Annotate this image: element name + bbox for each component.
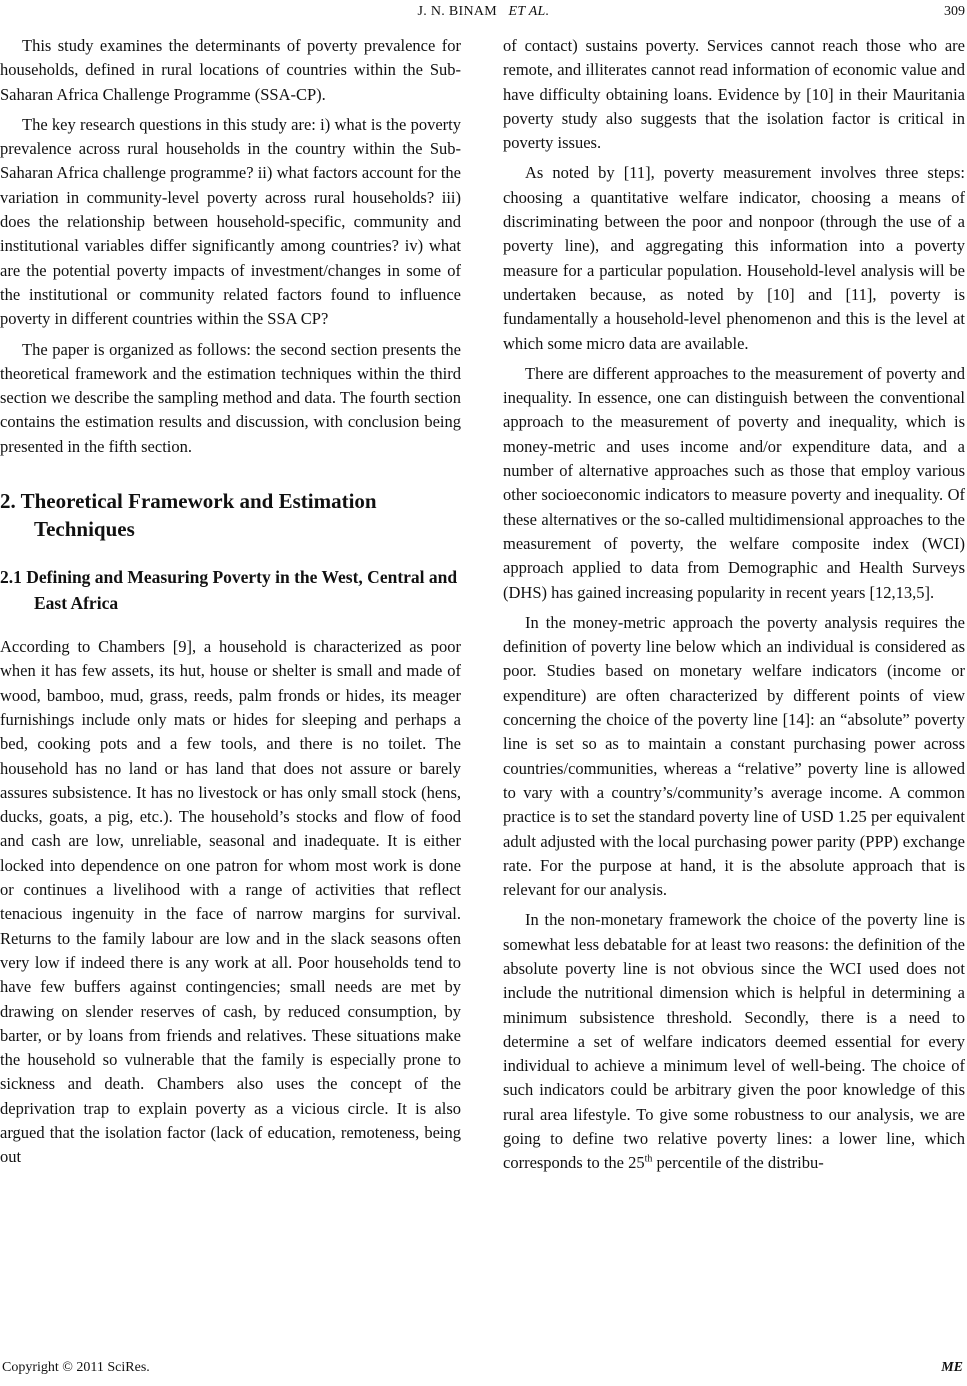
running-head-authors: J. N. BINAM bbox=[417, 4, 498, 19]
journal-abbreviation: ME bbox=[941, 1360, 963, 1375]
body-paragraph: of contact) sustains poverty. Services cannot reach those who are remote, and illiterates cannot read information of economic value and have difficulty obtaining loans. Evidence by [10] in their Mauritania poverty study also suggests that the isolation factor is critical in poverty issues. bbox=[503, 36, 965, 153]
page-footer bbox=[0, 1360, 967, 1380]
right-column bbox=[503, 34, 965, 1182]
body-paragraph: In the money-metric approach the poverty analysis requires the definition of poverty line below which an individual is considered as poor. Studies based on monetary welfare indicators (income or expenditure) are often characterized by different points of view concerning the choice of the poverty line [14]: an “absolute” poverty line is set so as to maintain a constant purchasing power across countries/communities, whereas a “relative” poverty line is allowed to vary with a country’s/community’s average income. A common practice is to set the standard poverty line of USD 1.25 per equivalent adult adjusted with the local purchasing power parity (PPP) exchange rate. For the purpose at hand, it is the absolute approach that is relevant for our analysis. bbox=[503, 612, 965, 900]
paragraph-text: percentile of the distribu- bbox=[652, 1153, 824, 1173]
left-column bbox=[0, 34, 461, 1176]
body-paragraph: As noted by [11], poverty measurement involves three steps: choosing a quantitative welfare indicator, choosing a means of discriminating between the poor and nonpoor (through the use of a poverty line), and aggregating this information into a poverty measure for a particular population. Household-level analysis will be undertaken because, as noted by [10] and [11], poverty is fundamentally a household-level phenomenon and this is the level at which some micro data are available. bbox=[503, 163, 965, 353]
section-heading: 2. Theoretical Framework and Estimation Techniques bbox=[0, 489, 377, 542]
body-paragraph: There are different approaches to the measurement of poverty and inequality. In essence, one can distinguish between the conventional approach to the measurement of poverty and inequality, which is money-metric and uses income and/or expenditure data, and a number of alternative approaches such as those that employ various other socioeconomic indicators to measure poverty and inequality. Of these alternatives or the so-called multidimensional approaches to the measurement of poverty, the welfare composite index (WCI) approach applied to data from Demographic and Health Surveys (DHS) has gained increasing popularity in recent years [12,13,5]. bbox=[503, 363, 965, 602]
ordinal-superscript: th bbox=[644, 1153, 653, 1165]
body-paragraph: According to Chambers [9], a household is characterized as poor when it has few assets, its hut, house or shelter is small and made of wood, bamboo, mud, grass, reeds, palm fronds or hides, its meager furnishings include only mats or hides for sleeping and perhaps a bed, cooking pots and a few tools, and there is no toilet. The household has no land or has land that does not assure or barely assures subsistence. It has no livestock or has only small stock (hens, ducks, goats, a pig, etc.). The household’s stocks and flow of food and cash are low, unreliable, seasonal and inadequate. It is either locked into dependence on one patron for whom most work is done or continues a livelihood with a range of activities that reflect tenacious ingenuity in the face of narrow margins for survival. Returns to the family labour are low and in the slack seasons often very low if indeed there is any work at all. Poor households tend to have few buffers against contingencies; small needs are met by drawing on slender reserves of cash, by reduced consumption, by barter, or by loans from friends and relatives. These situations make the household so vulnerable that the family is especially prone to sickness and death. Chambers also uses the concept of the deprivation trap to explain poverty as a vicious circle. It is also argued that the isolation factor (lack of education, remoteness, being out bbox=[0, 637, 461, 1167]
running-head bbox=[0, 4, 967, 20]
paragraph-text: In the non-monetary framework the choice of the poverty line is somewhat less debatable for at least two reasons: the definition of the absolute poverty line is not obvious since the WCI used does not include the nutritional dimension which is helpful in determining a minimum subsistence threshold. Secondly, there is a need to determine a set of welfare indicators deemed essential for every individual to achieve a minimum level of well-being. The choice of such indicators could be arbitrary given the poor knowledge of this rural area lifestyle. To give some robustness to our analysis, we are going to define two relative poverty lines: a lower line, which corresponds to the 25 bbox=[503, 910, 965, 1173]
running-head-etal: ET AL. bbox=[508, 4, 550, 19]
subsection-heading: 2.1 Defining and Measuring Poverty in the West, Central and East Africa bbox=[0, 567, 458, 614]
page-number: 309 bbox=[944, 4, 965, 19]
body-paragraph: This study examines the determinants of poverty prevalence for households, defined in rural locations of countries within the Sub-Saharan Africa Challenge Programme (SSA-CP). bbox=[0, 36, 461, 104]
copyright-notice: Copyright © 2011 SciRes. bbox=[2, 1360, 150, 1375]
body-paragraph bbox=[503, 908, 965, 1175]
page-header bbox=[0, 4, 967, 26]
body-paragraph: The key research questions in this study are: i) what is the poverty prevalence across rural households in the country within the Sub-Saharan Africa challenge programme? ii) what factors account for the variation in community-level poverty across rural households? iii) does the relationship between household-specific, community and institutional variables differ significantly among countries? iv) what are the potential poverty impacts of investment/changes in some of the institutional or community related factors found to influence poverty in different countries within the SSA CP? bbox=[0, 114, 461, 329]
body-paragraph: The paper is organized as follows: the second section presents the theoretical framework and the estimation techniques within the third section we describe the sampling method and data. The fourth section contains the estimation results and discussion, with conclusion being presented in the fifth section. bbox=[0, 339, 461, 456]
